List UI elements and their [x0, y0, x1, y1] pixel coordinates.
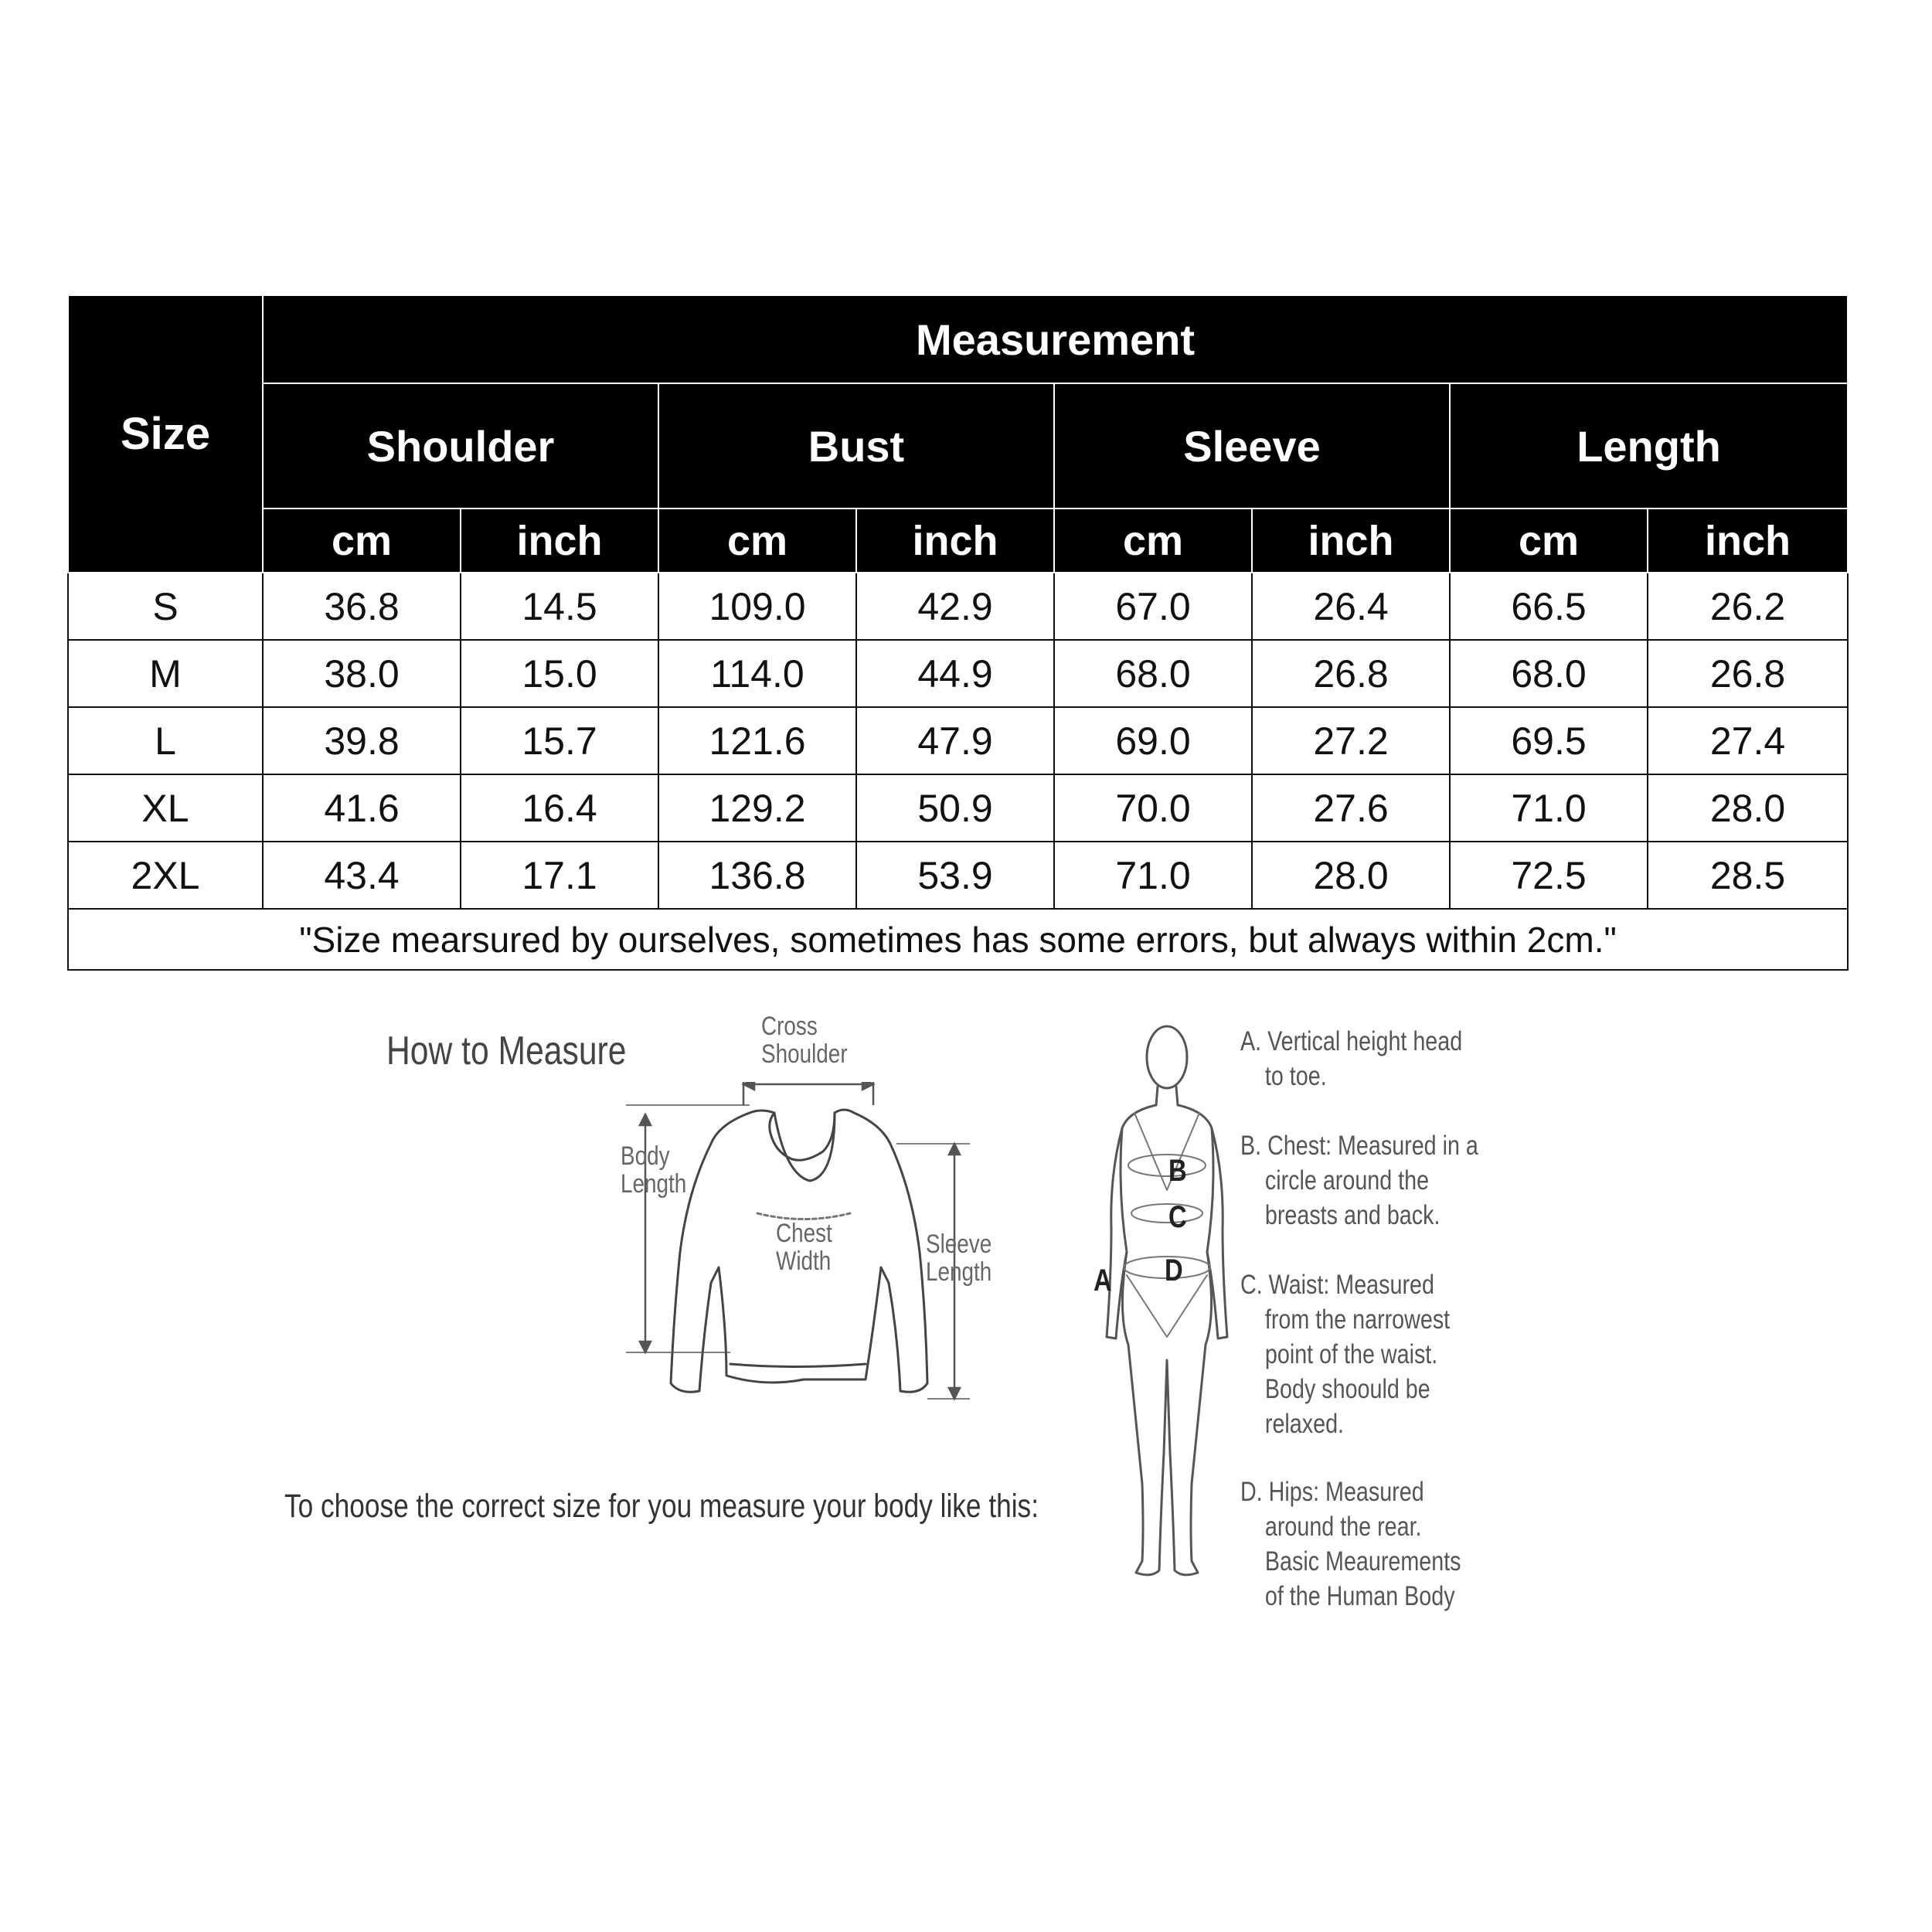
shoulder-header: Shoulder	[263, 383, 658, 509]
size-chart-table	[67, 294, 1849, 971]
size-cell: S	[68, 573, 263, 640]
value-cell: 26.8	[1252, 640, 1450, 707]
human-body-diagram	[1090, 1020, 1244, 1584]
sleeve-header: Sleeve	[1054, 383, 1450, 509]
size-cell: M	[68, 640, 263, 707]
value-cell: 71.0	[1054, 842, 1252, 909]
sweater-hem	[730, 1364, 866, 1367]
unit-header: inch	[461, 509, 658, 573]
unit-header: inch	[1648, 509, 1848, 573]
size-header: Size	[68, 295, 263, 573]
table-row	[68, 707, 1848, 774]
value-cell: 36.8	[263, 573, 461, 640]
size-cell: 2XL	[68, 842, 263, 909]
measurement-header: Measurement	[263, 295, 1848, 383]
unit-header: cm	[1450, 509, 1648, 573]
body-neck	[1156, 1087, 1178, 1105]
table-row	[68, 573, 1848, 640]
value-cell: 68.0	[1450, 640, 1648, 707]
marker-c: C	[1168, 1200, 1187, 1234]
unit-header: cm	[263, 509, 461, 573]
value-cell: 17.1	[461, 842, 658, 909]
header-row-units	[68, 509, 1848, 573]
body-head	[1147, 1026, 1187, 1088]
value-cell: 42.9	[856, 573, 1054, 640]
value-cell: 114.0	[658, 640, 856, 707]
value-cell: 50.9	[856, 774, 1054, 842]
legend-d: D. Hips: Measured around the rear. Basic Meaurements of the Human Body	[1240, 1477, 1461, 1611]
value-cell: 28.5	[1648, 842, 1848, 909]
value-cell: 71.0	[1450, 774, 1648, 842]
unit-header: cm	[1054, 509, 1252, 573]
value-cell: 67.0	[1054, 573, 1252, 640]
value-cell: 26.8	[1648, 640, 1848, 707]
value-cell: 121.6	[658, 707, 856, 774]
value-cell: 15.7	[461, 707, 658, 774]
value-cell: 28.0	[1252, 842, 1450, 909]
note-row	[68, 909, 1848, 970]
size-cell: L	[68, 707, 263, 774]
unit-header: inch	[1252, 509, 1450, 573]
value-cell: 27.6	[1252, 774, 1450, 842]
value-cell: 43.4	[263, 842, 461, 909]
value-cell: 72.5	[1450, 842, 1648, 909]
value-cell: 38.0	[263, 640, 461, 707]
value-cell: 39.8	[263, 707, 461, 774]
value-cell: 27.4	[1648, 707, 1848, 774]
table-row	[68, 640, 1848, 707]
value-cell: 44.9	[856, 640, 1054, 707]
bust-header: Bust	[658, 383, 1054, 509]
legend-b: B. Chest: Measured in a circle around the breasts and back.	[1240, 1131, 1478, 1230]
marker-d: D	[1165, 1253, 1183, 1287]
unit-header: cm	[658, 509, 856, 573]
value-cell: 129.2	[658, 774, 856, 842]
value-cell: 109.0	[658, 573, 856, 640]
legend-a: A. Vertical height head to toe.	[1240, 1026, 1463, 1091]
value-cell: 69.5	[1450, 707, 1648, 774]
unit-header: inch	[856, 509, 1054, 573]
value-cell: 69.0	[1054, 707, 1252, 774]
value-cell: 16.4	[461, 774, 658, 842]
size-note: "Size mearsured by ourselves, sometimes has some errors, but always within 2cm."	[68, 909, 1848, 970]
body-v-lines	[1134, 1113, 1199, 1190]
chest-band	[1128, 1155, 1206, 1176]
length-header: Length	[1450, 383, 1848, 509]
value-cell: 53.9	[856, 842, 1054, 909]
value-cell: 136.8	[658, 842, 856, 909]
value-cell: 68.0	[1054, 640, 1252, 707]
table-row	[68, 842, 1848, 909]
value-cell: 41.6	[263, 774, 461, 842]
value-cell: 26.2	[1648, 573, 1848, 640]
value-cell: 28.0	[1648, 774, 1848, 842]
header-row-groups	[68, 383, 1848, 509]
size-cell: XL	[68, 774, 263, 842]
size-chart-body	[68, 295, 1848, 970]
cross-shoulder-label: Cross Shoulder	[761, 1012, 848, 1069]
value-cell: 27.2	[1252, 707, 1450, 774]
value-cell: 15.0	[461, 640, 658, 707]
body-length-label: Body Length	[621, 1141, 687, 1199]
value-cell: 26.4	[1252, 573, 1450, 640]
table-row	[68, 774, 1848, 842]
sleeve-length-label: Sleeve Length	[926, 1230, 992, 1287]
value-cell: 14.5	[461, 573, 658, 640]
legend-c: C. Waist: Measured from the narrowest point of the waist. Body shoould be relaxed.	[1240, 1270, 1451, 1439]
marker-b: B	[1168, 1154, 1187, 1188]
header-row-measurement	[68, 295, 1848, 383]
how-to-measure-title: How to Measure	[386, 1029, 627, 1073]
value-cell: 66.5	[1450, 573, 1648, 640]
chest-width-label: Chest Width	[776, 1219, 832, 1276]
value-cell: 47.9	[856, 707, 1054, 774]
marker-a: A	[1094, 1264, 1112, 1298]
waist-band	[1131, 1204, 1202, 1223]
value-cell: 70.0	[1054, 774, 1252, 842]
choose-size-instruction: To choose the correct size for you measure your body like this:	[284, 1488, 1039, 1525]
